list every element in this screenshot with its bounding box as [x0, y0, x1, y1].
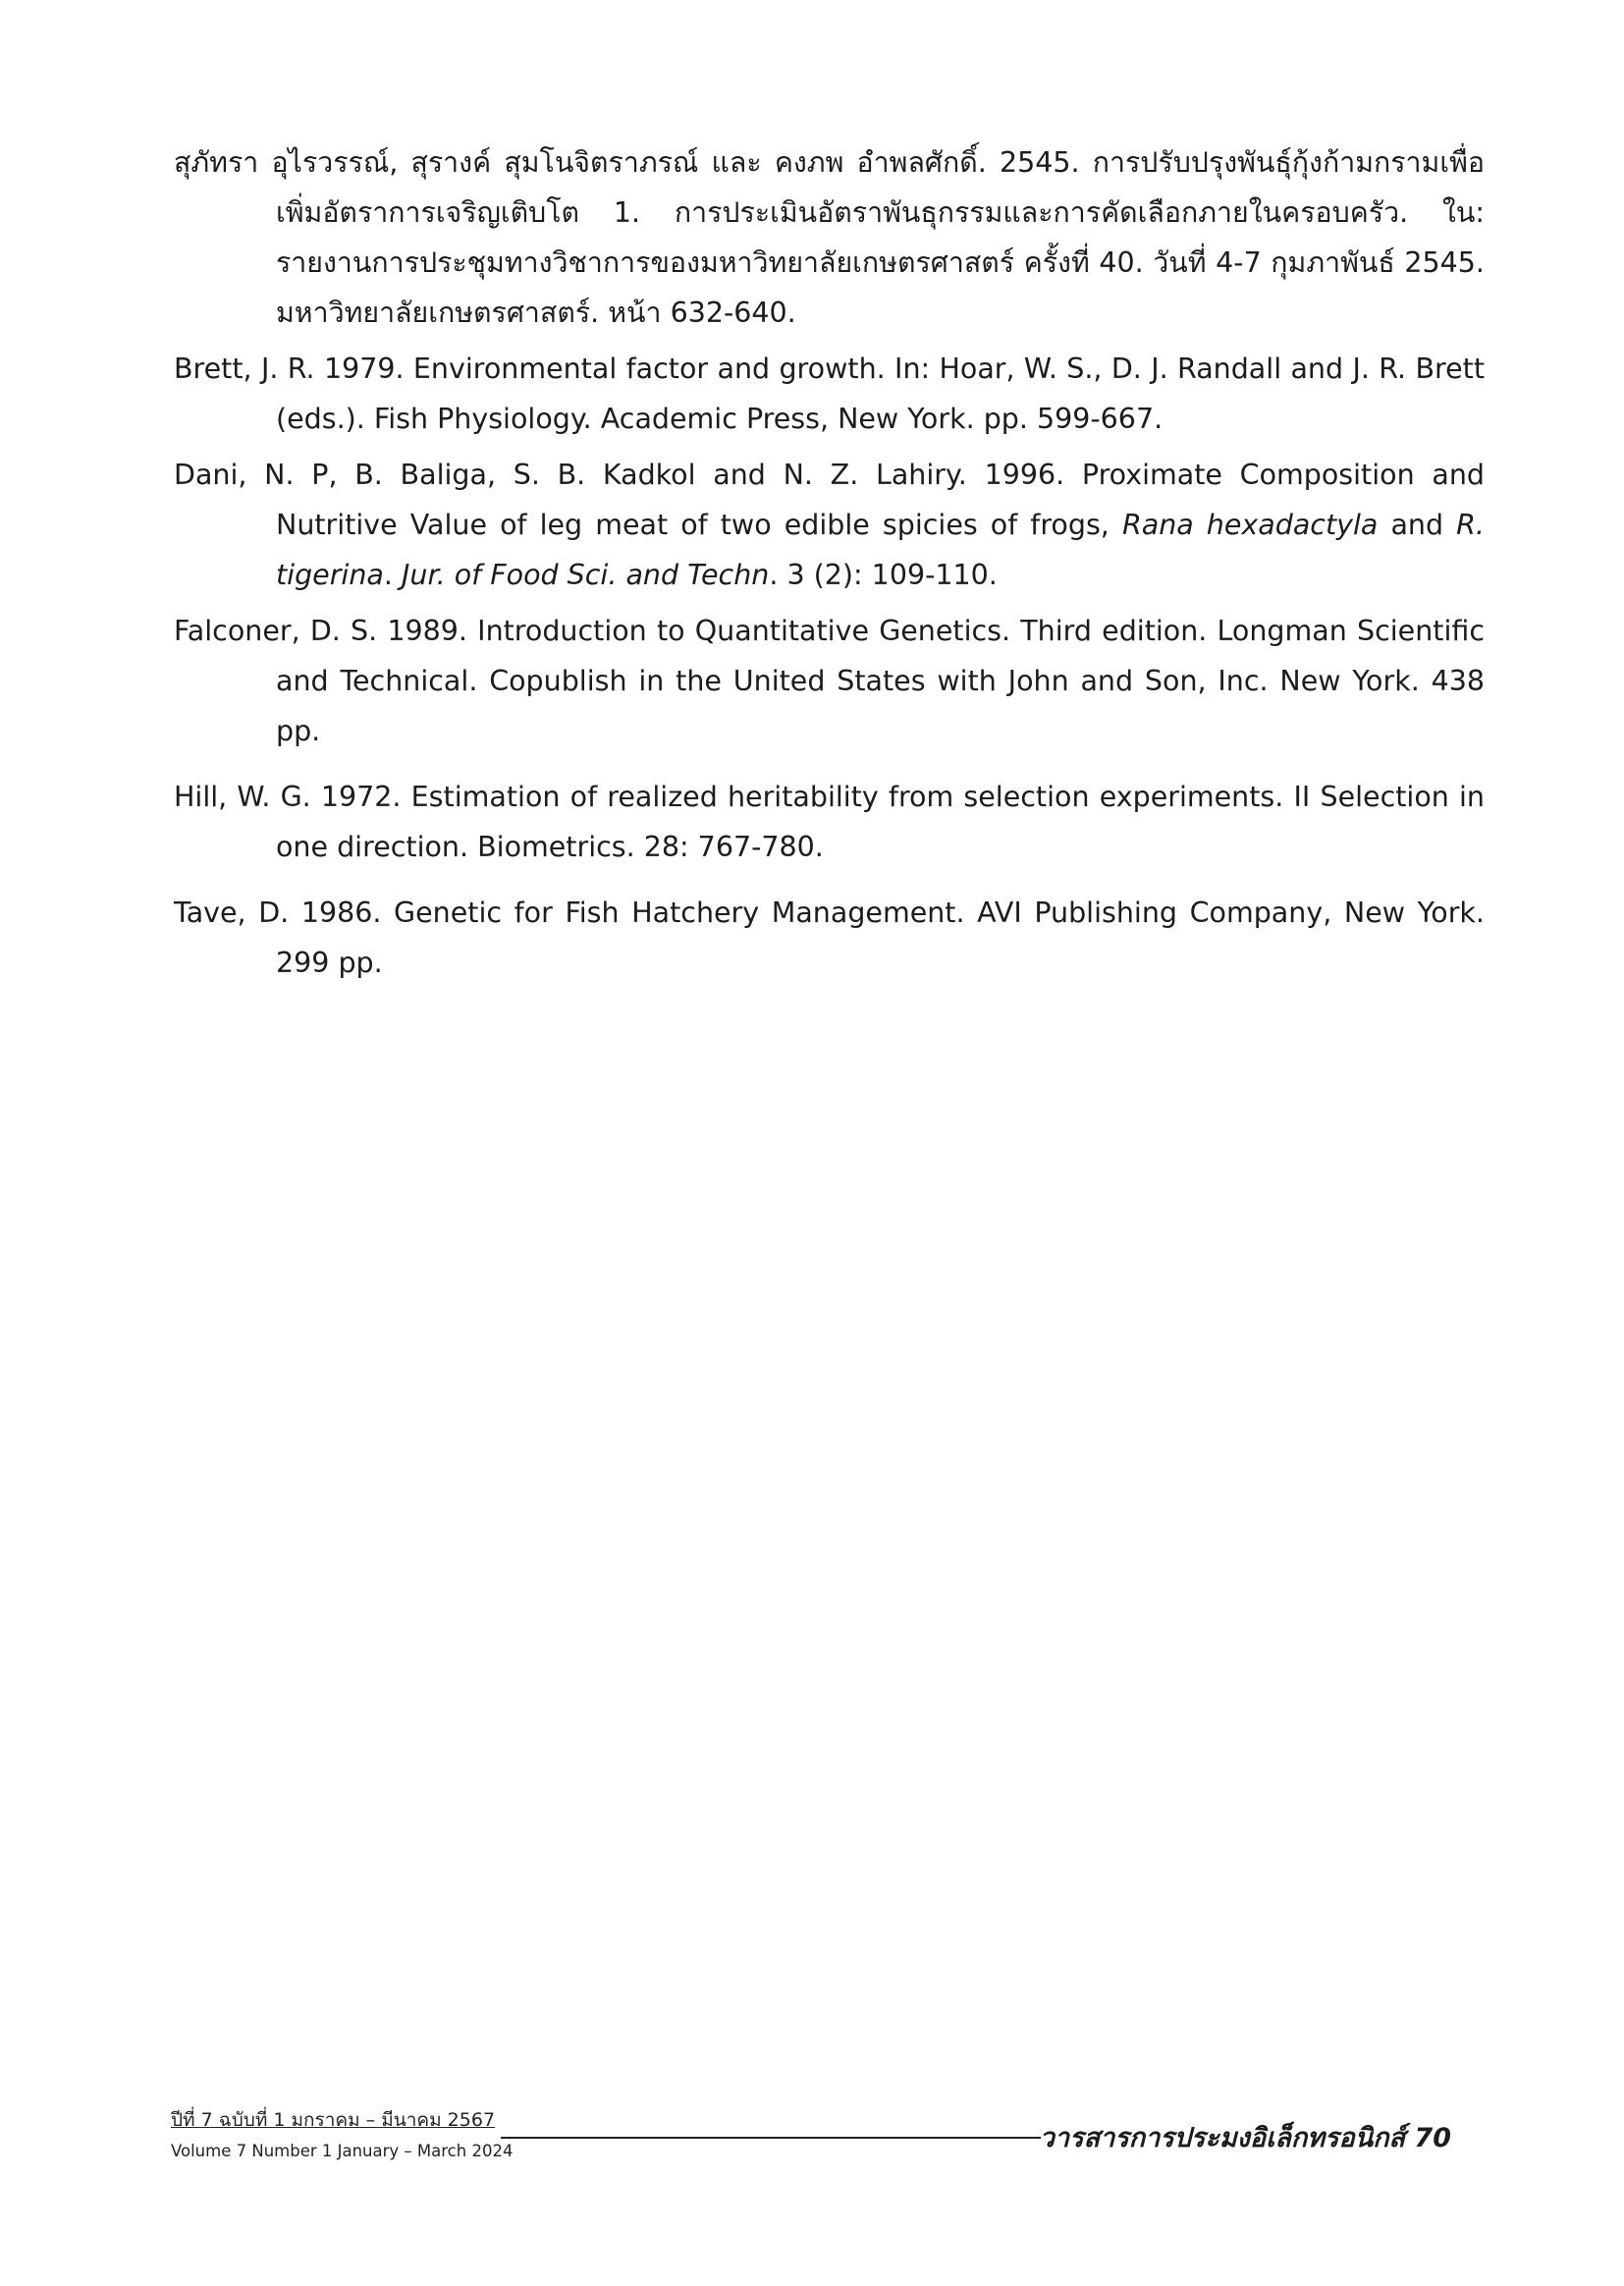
reference-text: .: [383, 559, 403, 591]
reference-entry: [174, 137, 1485, 338]
journal-page: [1040, 2116, 1451, 2158]
journal-name: วารสารการประมงอิเล็กทรอนิกส์: [1039, 2123, 1406, 2153]
reference-entry: [174, 606, 1485, 756]
issue-thai: ปีที่ 7 ฉบับที่ 1 มกราคม – มีนาคม 2567: [171, 2109, 496, 2131]
reference-text: สุภัทรา อุไรวรรณ์, สุรางค์ สุมโนจิตราภรณ์ และ คงภพ อำพลศักดิ์. 2545. การปรับปรุงพันธุ์กุ้งก้ามกรามเพื่อเพิ่มอัตราการเจริญเติบโต 1. การประเมินอัตราพันธุกรรมและการคัดเลือกภายในครอบครัว. ใน: รายงานการประชุมทางวิชาการของมหาวิทยาลัยเกษตรศาสตร์ ครั้งที่ 40. วันที่ 4-7 กุมภาพันธ์ 2545. มหาวิทยาลัยเกษตรศาสตร์. หน้า 632-640.: [174, 146, 1485, 329]
page-number: 70: [1414, 2123, 1451, 2153]
reference-entry: [174, 450, 1485, 600]
reference-text: Falconer, D. S. 1989. Introduction to Quantitative Genetics. Third edition. Longman Scientific and Technical. Copublish in the United States with John and Son, Inc. New York. 438 pp.: [174, 615, 1485, 747]
reference-text: . 3 (2): 109-110.: [769, 559, 998, 591]
italic-text: R. tigerina: [276, 509, 1485, 591]
footer-rule: [501, 2137, 1041, 2139]
reference-entry: [174, 888, 1485, 988]
reference-text: Brett, J. R. 1979. Environmental factor and growth. In: Hoar, W. S., D. J. Randall and J. R. Brett (eds.). Fish Physiology. Academic Press, New York. pp. 599-667.: [174, 353, 1485, 435]
reference-entry: [174, 344, 1485, 444]
reference-list: [174, 137, 1485, 994]
issue-english: Volume 7 Number 1 January – March 2024: [171, 2142, 514, 2160]
issue-info: [171, 2107, 513, 2162]
reference-entry: [174, 772, 1485, 872]
reference-text: Tave, D. 1986. Genetic for Fish Hatchery Management. AVI Publishing Company, New York. 299 pp.: [174, 897, 1485, 979]
reference-text: Hill, W. G. 1972. Estimation of realized heritability from selection experiments. II Selection in one direction. Biometrics. 28: 767-780.: [174, 781, 1485, 863]
reference-text: and: [1378, 509, 1457, 541]
italic-text: Jur. of Food Sci. and Techn: [402, 559, 770, 591]
italic-text: Rana hexadactyla: [1121, 509, 1379, 541]
reference-text: Dani, N. P, B. Baliga, S. B. Kadkol and N. Z. Lahiry. 1996. Proximate Composition and Nutritive Value of leg meat of two edible spicies of frogs,: [174, 459, 1485, 541]
